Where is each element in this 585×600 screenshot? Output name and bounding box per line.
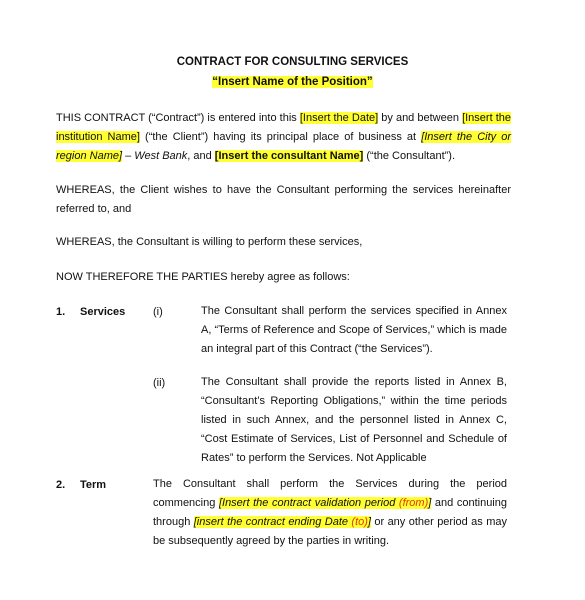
position-name-placeholder: “Insert Name of the Position” — [212, 76, 373, 88]
intro-text: THIS CONTRACT (“Contract”) is entered into this — [56, 112, 300, 124]
clause-number: (ii) — [153, 377, 166, 389]
now-therefore-paragraph: NOW THEREFORE THE PARTIES hereby agree as follows: — [56, 271, 350, 283]
intro-text: (“the Client”) having its principal place of business at — [139, 131, 422, 143]
intro-text: , and — [187, 150, 215, 162]
consultant-name-placeholder: [Insert the consultant Name] — [214, 150, 364, 162]
document-title: CONTRACT FOR CONSULTING SERVICES — [176, 56, 409, 68]
city-region-placeholder: [Insert the City or region Name] — [56, 131, 511, 162]
clause-number: (i) — [153, 306, 163, 318]
term-text: The Consultant shall perform the Services during the period commencing — [153, 478, 507, 509]
section-title-term: Term — [80, 479, 107, 491]
services-clause-2: The Consultant shall provide the reports listed in Annex B, “Consultant’s Reporting Obligations,” within the time periods listed in such Annex, and the personnel listed in Annex C, “Cost Estimate of Services, List of Personnel and Schedule of Rates” to perform the Services. Not Applicable — [201, 376, 507, 464]
intro-text: (“the Consultant”). — [363, 150, 456, 162]
intro-text: by and between — [378, 112, 463, 124]
contract-start-placeholder: [Insert the contract validation period (from)] — [218, 497, 432, 509]
section-number: 1. — [56, 306, 66, 318]
section-number: 2. — [56, 479, 66, 491]
whereas-client-paragraph: WHEREAS, the Client wishes to have the Consultant performing the services hereinafter referred to, and — [56, 184, 511, 215]
whereas-consultant-paragraph: WHEREAS, the Consultant is willing to perform these services, — [56, 236, 363, 248]
services-clause-1: The Consultant shall perform the services specified in Annex A, “Terms of Reference and Scope of Services,” which is made an integral part of this Contract (“the Services”). — [201, 305, 507, 355]
intro-paragraph — [56, 109, 511, 166]
term-text: and continuing through — [153, 497, 507, 528]
contract-end-placeholder: [insert the contract ending Date (to)] — [193, 516, 371, 528]
section-title-services: Services — [80, 306, 126, 318]
term-text: or any other period as may be subsequently agreed by the parties in writing. — [153, 516, 507, 547]
date-placeholder: [Insert the Date] — [299, 112, 379, 124]
institution-name-placeholder: [Insert the institution Name] — [56, 112, 512, 143]
document-subtitle — [0, 76, 585, 88]
term-clause — [153, 475, 507, 551]
intro-text: – West Bank — [122, 150, 188, 162]
